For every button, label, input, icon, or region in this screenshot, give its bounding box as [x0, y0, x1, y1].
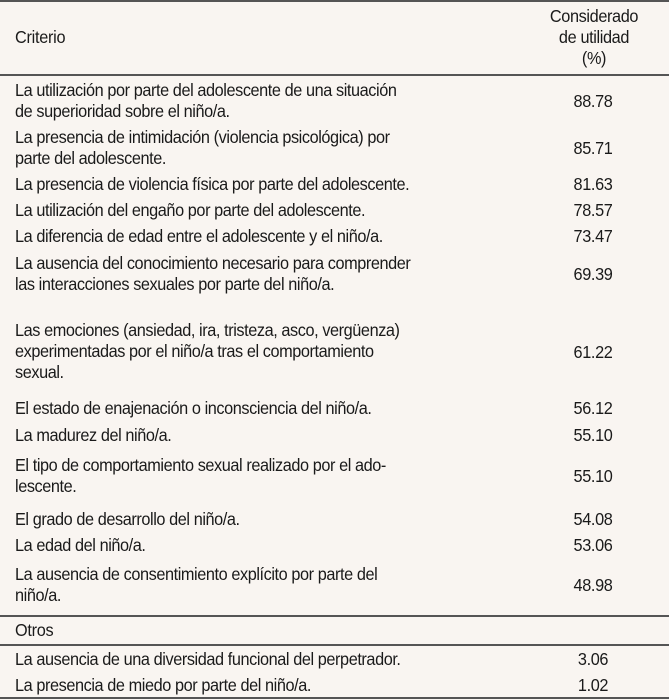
- criterion-line: La utilización del engaño por parte del adolescente.: [15, 200, 366, 220]
- criterion-line: lescente.: [15, 476, 77, 496]
- criterion-line: niño/a.: [15, 585, 61, 605]
- criterion-line: parte del adolescente.: [15, 148, 166, 168]
- utility-value: 55.10: [573, 466, 613, 486]
- criterion-line: experimentadas por el niño/a tras el comportamiento: [15, 341, 374, 361]
- section-label-otros: Otros: [15, 620, 54, 640]
- utility-value: 78.57: [573, 200, 613, 220]
- utility-value: 85.71: [573, 138, 613, 158]
- utility-value: 53.06: [573, 535, 613, 555]
- header-utility-line: Considerado: [549, 6, 639, 26]
- criterion-line: La edad del niño/a.: [15, 535, 146, 555]
- utility-value: 88.78: [573, 91, 613, 111]
- criterion-line: El tipo de comportamiento sexual realizado por el ado-: [15, 455, 386, 475]
- criterion-line: las interacciones sexuales por parte del niño/a.: [15, 274, 335, 294]
- section-rule-top: [0, 615, 669, 617]
- criterion-line: de superioridad sobre el niño/a.: [15, 101, 230, 121]
- criterion-line: La presencia de intimidación (violencia psicológica) por: [15, 127, 390, 147]
- criterion-line: El grado de desarrollo del niño/a.: [15, 509, 240, 529]
- criterion-text: [15, 200, 480, 221]
- criterion-line: La ausencia de consentimiento explícito por parte del: [15, 564, 378, 584]
- bottom-rule: [0, 697, 669, 699]
- header-utility-line: (%): [581, 48, 607, 68]
- criterion-line: Las emociones (ansiedad, ira, tristeza, asco, vergüenza): [15, 320, 400, 340]
- utility-value: 56.12: [573, 398, 613, 418]
- header-utility-line: de utilidad: [558, 27, 630, 47]
- header-utility-percent: [538, 6, 650, 69]
- utility-value: 54.08: [573, 509, 613, 529]
- criterion-text: [15, 455, 480, 497]
- criterion-text: [15, 564, 480, 606]
- criterion-line: La diferencia de edad entre el adolescente y el niño/a.: [15, 226, 383, 246]
- header-criterion: Criterio: [15, 27, 66, 47]
- criterion-text: [15, 320, 480, 383]
- utility-value: 73.47: [573, 226, 613, 246]
- criterion-text: [15, 675, 480, 696]
- criterion-text: [15, 649, 480, 670]
- criterion-text: [15, 253, 480, 295]
- criterion-line: La madurez del niño/a.: [15, 425, 172, 445]
- criterion-text: [15, 80, 480, 122]
- utility-value: 3.06: [577, 649, 609, 669]
- utility-value: 69.39: [573, 264, 613, 284]
- criterion-line: El estado de enajenación o inconsciencia del niño/a.: [15, 398, 372, 418]
- utility-value: 81.63: [573, 174, 613, 194]
- top-rule: [0, 0, 669, 2]
- criterion-line: La utilización por parte del adolescente de una situación: [15, 80, 397, 100]
- criterion-text: [15, 398, 480, 419]
- section-rule-bottom: [0, 644, 669, 646]
- criterion-text: [15, 509, 480, 530]
- criterion-text: [15, 127, 480, 169]
- utility-value: 55.10: [573, 425, 613, 445]
- utility-value: 48.98: [573, 575, 613, 595]
- header-rule: [0, 74, 669, 76]
- criterion-text: [15, 535, 480, 556]
- criterion-line: La presencia de violencia física por parte del adolescente.: [15, 174, 410, 194]
- criterion-line: La ausencia del conocimiento necesario para comprender: [15, 253, 411, 273]
- utility-value: 61.22: [573, 342, 613, 362]
- criterion-text: [15, 226, 480, 247]
- criterion-line: sexual.: [15, 362, 64, 382]
- utility-value: 1.02: [577, 675, 609, 695]
- criterion-line: La presencia de miedo por parte del niño/a.: [15, 675, 311, 695]
- criterion-line: La ausencia de una diversidad funcional del perpetrador.: [15, 649, 401, 669]
- criterion-text: [15, 425, 480, 446]
- criterion-text: [15, 174, 480, 195]
